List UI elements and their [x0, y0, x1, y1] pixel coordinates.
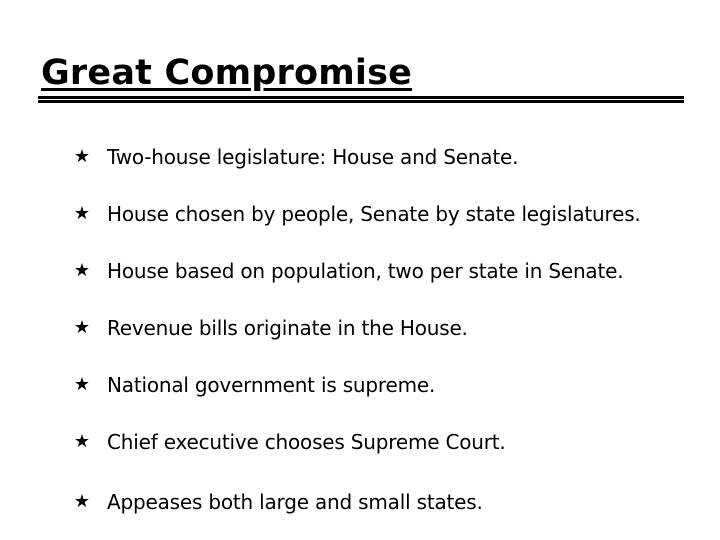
bullet-text: Appeases both large and small states.: [107, 490, 483, 514]
bullet-text: Revenue bills originate in the House.: [107, 316, 468, 340]
star-icon: ★: [73, 317, 91, 338]
bullet-text: Chief executive chooses Supreme Court.: [107, 430, 506, 454]
star-icon: ★: [73, 146, 91, 167]
bullet-text: National government is supreme.: [107, 373, 436, 397]
star-icon: ★: [73, 431, 91, 452]
bullet-text: House chosen by people, Senate by state legislatures.: [107, 202, 641, 226]
bullet-text: Two-house legislature: House and Senate.: [107, 145, 519, 169]
title-underline-rule: [38, 96, 684, 103]
star-icon: ★: [73, 491, 91, 512]
star-icon: ★: [73, 203, 91, 224]
slide-title: Great Compromise: [41, 53, 413, 93]
bullet-text: House based on population, two per state in Senate.: [107, 259, 624, 283]
star-icon: ★: [73, 374, 91, 395]
star-icon: ★: [73, 260, 91, 281]
